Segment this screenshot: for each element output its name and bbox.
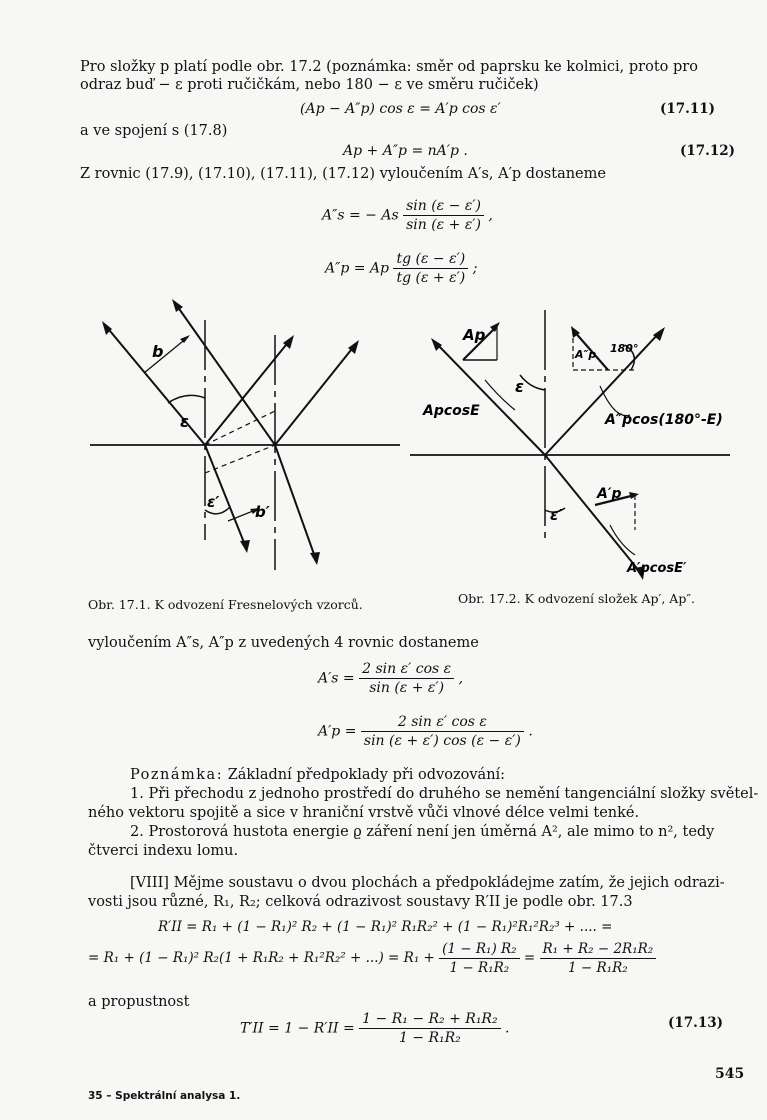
note-heading [130,766,505,784]
page-number: 545 [715,1066,745,1082]
denominator: sin (ε + ε′) cos (ε − ε′) [363,733,521,749]
numerator: (1 − R₁) R₂ [439,940,519,959]
fraction [540,940,657,977]
fig1-label-b-prime: b′ [255,503,270,521]
denominator: 1 − R₁R₂ [568,960,628,976]
paragraph-line: a propustnost [88,994,190,1010]
fig2-label-ap1cos: A′pcosE′ [627,561,687,576]
denominator: 1 − R₁R₂ [398,1030,461,1046]
equation-reflectance-sum: = R₁ + (1 − R₁)² R₂(1 + R₁R₂ + R₁²R₂² + ...) = R₁ + $\frac{\text{(1 − R₁) R₂}}{\text{1 − R₁R₂}}$ = $\frac{\text{R₁ + R₂ − 2R₁R₂}}{\text{1 − R₁R₂}}$ [88,940,656,977]
fig2-label-eps: ε [515,377,524,396]
fig2-label-ap: Ap [463,326,486,344]
figure-caption-17-1: Obr. 17.1. K odvození Fresnelových vzorců. [88,597,363,612]
paragraph-line: čtverci indexu lomu. [88,843,239,859]
fig2-label-eps-prime: ε′ [550,506,563,524]
equation-as-transmitted: A′s = $\frac{\text{2 sin ε′ cos ε}}{\sin (\varepsilon + \varepsilon')}$ , [318,661,464,696]
equation-lhs: A″p = Ap [325,260,390,277]
equation-lhs: = R₁ + (1 − R₁)² R₂(1 + R₁R₂ + R₁²R₂² + ...) = R₁ + [88,950,435,966]
paragraph-line: Pro složky p platí podle obr. 17.2 (poznámka: směr od paprsku ke kolmici, proto pro [80,59,698,75]
paragraph-line: 2. Prostorová hustota energie ϱ záření není jen úměrná A², ale mimo to n², tedy [130,824,715,840]
fraction [359,660,454,697]
fig2-label-180: 180° [610,342,639,355]
fraction [359,1010,500,1047]
equation-number: (17.12) [680,143,736,159]
denominator: tg (ε + ε′) [396,270,466,286]
paragraph-line: odraz buď − ε proti ručičkám, nebo 180 − ε ve směru ručiček) [80,77,539,93]
figure-caption-17-2: Obr. 17.2. K odvození složek Ap′, Ap″. [458,591,695,606]
fig2-label-ap2cos: A″pcos(180°-E) [605,412,723,428]
equation-17-12: Ap + A″p = nA′p . [343,143,468,159]
paragraph-line: vyloučením A″s, A″p z uvedených 4 rovnic dostaneme [88,635,479,651]
equation-17-11: (Ap − A″p) cos ε = A′p cos ε′ [300,101,501,117]
paragraph-line: Z rovnic (17.9), (17.10), (17.11), (17.12) vyloučením A′s, A′p dostaneme [80,166,606,182]
numerator: 2 sin ε′ cos ε [361,713,524,732]
page-footer: 35 – Spektrální analysa 1. [88,1090,241,1102]
equation-reflectance-series: R′II = R₁ + (1 − R₁)² R₂ + (1 − R₁)² R₁R₂² + (1 − R₁)²R₁²R₂³ + .... = [158,919,613,935]
equation-lhs: A′s = [318,670,355,687]
fig2-label-ap2: A″p [575,348,597,361]
numerator: R₁ + R₂ − 2R₁R₂ [540,940,657,959]
fig1-label-eps-prime: ε′ [207,493,220,511]
equation-lhs: T′II = 1 − R′II = [240,1020,355,1037]
figure-17-1 [80,295,410,585]
equation-lhs: A″s = − As [322,207,399,224]
equation-17-13: T′II = 1 − R′II = $\frac{\text{1 − R₁ − R₂ + R₁R₂}}{\text{1 − R₁R₂}}$ . [240,1011,510,1046]
fraction [393,250,468,287]
numerator: 1 − R₁ − R₂ + R₁R₂ [359,1010,500,1029]
fig2-label-ap1: A′p [597,486,622,502]
equation-lhs: A′p = [318,723,357,740]
equation-as-reflected: A″s = − As $\frac{\sin (\varepsilon - \varepsilon')}{\sin (\varepsilon + \varepsilon')}$ , [322,198,493,233]
denominator: sin (ε + ε′) [406,217,481,233]
denominator: sin (ε + ε′) [369,680,445,696]
equation-ap-reflected: A″p = Ap $\frac{tg (\varepsilon - \varepsilon')}{tg (\varepsilon + \varepsilon')}$ ; [325,251,478,286]
numerator: sin (ε − ε′) [403,197,484,216]
fraction [361,713,524,750]
note-intro: Základní předpoklady při odvozování: [227,767,506,783]
fig1-label-eps: ε [180,412,189,431]
equation-number: (17.11) [660,101,716,117]
paragraph-line: a ve spojení s (17.8) [80,123,228,139]
numerator: tg (ε − ε′) [393,250,468,269]
numerator: 2 sin ε′ cos ε [359,660,454,679]
paragraph-line: [VIII] Mějme soustavu o dvou plochách a předpokládejme zatím, že jejich odrazi- [130,875,725,891]
equation-ap-transmitted: A′p = $\frac{\text{2 sin ε′ cos ε}}{\sin (\varepsilon + \varepsilon') \cos (\varepsilon - \varepsilon')}$ . [318,714,533,749]
fraction [439,940,519,977]
fig2-label-apcos: ApcosE [423,403,480,419]
paragraph-line: vosti jsou různé, R₁, R₂; celková odrazivost soustavy R′II je podle obr. 17.3 [88,894,633,910]
paragraph-line: ného vektoru spojitě a sice v hraniční vrstvě vůči vlnové délce velmi tenké. [88,805,640,821]
fraction [403,197,484,234]
paragraph-line: 1. Při přechodu z jednoho prostředí do druhého se nemění tangenciální složky světel- [130,786,759,802]
equation-number: (17.13) [668,1015,724,1031]
note-label: Poznámka: [130,767,224,783]
fig1-label-b: b [152,342,164,361]
denominator: 1 − R₁R₂ [449,960,510,976]
figure-17-2 [405,300,745,590]
